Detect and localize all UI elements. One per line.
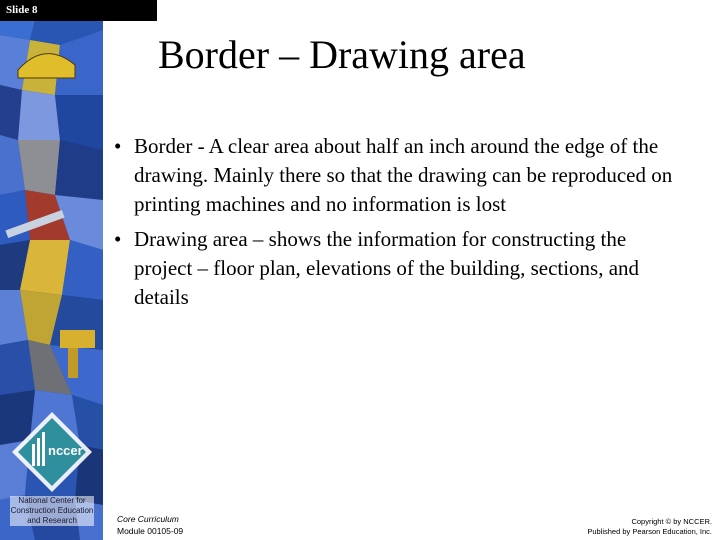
slide-number-tag: Slide 8 <box>0 0 157 21</box>
nccer-logo-icon <box>12 412 92 492</box>
slide-title: Border – Drawing area <box>158 32 526 77</box>
nccer-logo-text: nccer <box>48 443 83 458</box>
nccer-caption: National Center for Construction Education and Research <box>10 496 94 525</box>
copyright-line: Copyright © by NCCER. <box>631 517 712 526</box>
bullet-list <box>114 132 686 318</box>
bullet-marker: • <box>114 134 122 158</box>
bullet-item <box>114 225 686 312</box>
bullet-text: Drawing area – shows the information for constructing the project – floor plan, elevations of the building, sections, and details <box>134 227 640 309</box>
curriculum-title: Core Curriculum <box>117 514 179 524</box>
module-number: Module 00105-09 <box>117 526 184 536</box>
nccer-logo <box>12 412 92 492</box>
publisher-line: Published by Pearson Education, Inc. <box>587 527 712 536</box>
curriculum-info <box>117 513 183 537</box>
copyright-notice <box>587 517 712 537</box>
bullet-text: Border - A clear area about half an inch around the edge of the drawing. Mainly there so that the drawing can be reproduced on printing machines and no information is lost <box>134 134 673 216</box>
bullet-marker: • <box>114 227 122 251</box>
bullet-item <box>114 132 686 219</box>
